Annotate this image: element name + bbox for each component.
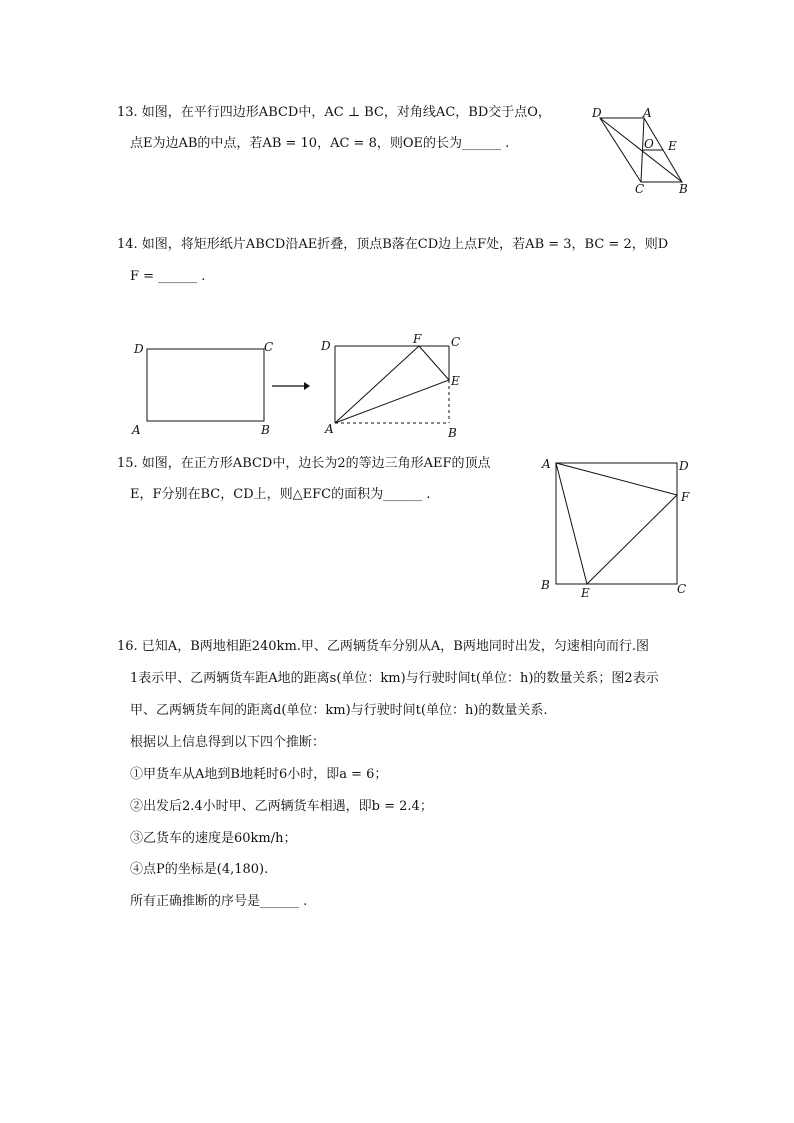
square-abcd [556,463,677,584]
q16-item-4: ④点P的坐标是(4,180). [130,862,269,877]
segment-ae [335,380,449,423]
label-e: E [581,586,590,600]
label-c: C [677,582,687,596]
label-a: A [542,457,551,471]
q16-line-4: 根据以上信息得到以下四个推断： [130,735,326,750]
label-a: A [325,422,334,436]
label-d: D [679,459,689,473]
label-e: E [451,374,460,388]
label-d: D [321,339,331,353]
q15-line-2: E，F分别在BC，CD上，则△EFC的面积为______ . [130,487,431,502]
label-c: C [451,335,461,349]
q16-item-3: ③乙货车的速度是60km/h； [130,831,297,846]
q13-parallelogram-figure [590,104,700,194]
q16-line-3: 甲、乙两辆货车间的距离d(单位：km)与行驶时间t(单位：h)的数量关系. [130,703,548,718]
label-b: B [541,578,550,592]
q13-line-2: 点E为边AB的中点，若AB = 10，AC = 8，则OE的长为______ . [130,136,510,151]
q14-line-1: 14. 如图，将矩形纸片ABCD沿AE折叠，顶点B落在CD边上点F处，若AB = 3，BC = 2，则D [117,237,669,252]
segment-af [335,346,419,423]
label-d: D [134,342,144,356]
q16-answer-line: 所有正确推断的序号是______ . [130,894,308,909]
label-d: D [592,106,602,120]
segment-fe [419,346,449,380]
label-f: F [681,490,690,504]
q16-item-1: ①甲货车从A地到B地耗时6小时，即a = 6； [130,767,388,782]
rectangle-abcd [147,349,264,421]
q15-line-1: 15. 如图，在正方形ABCD中，边长为2的等边三角形AEF的顶点 [117,456,491,471]
q16-line-2: 1表示甲、乙两辆货车距A地的距离s(单位：km)与行驶时间t(单位：h)的数量关系；图2表示 [130,671,659,686]
label-b: B [679,182,688,196]
q13-line-1: 13. 如图，在平行四边形ABCD中，AC ⊥ BC，对角线AC，BD交于点O， [117,105,551,120]
label-e: E [668,139,677,153]
label-c: C [635,182,645,196]
label-b: B [448,426,457,440]
label-c: C [264,340,274,354]
label-f: F [413,332,422,346]
arrow-icon [270,380,310,392]
triangle-aef [556,463,677,584]
q15-square-figure [537,455,697,600]
q16-line-1: 16. 已知A，B两地相距240km.甲、乙两辆货车分别从A，B两地同时出发，匀速相向而行.图 [117,639,649,654]
q16-item-2: ②出发后2.4小时甲、乙两辆货车相遇，即b = 2.4； [130,799,433,814]
q14-folded-figure [318,333,468,443]
label-a: A [643,106,652,120]
label-o: O [644,137,654,151]
label-a: A [132,423,141,437]
q14-line-2: F = ______ . [130,269,206,284]
label-b: B [261,423,270,437]
q14-rectangle-figure [130,338,274,438]
